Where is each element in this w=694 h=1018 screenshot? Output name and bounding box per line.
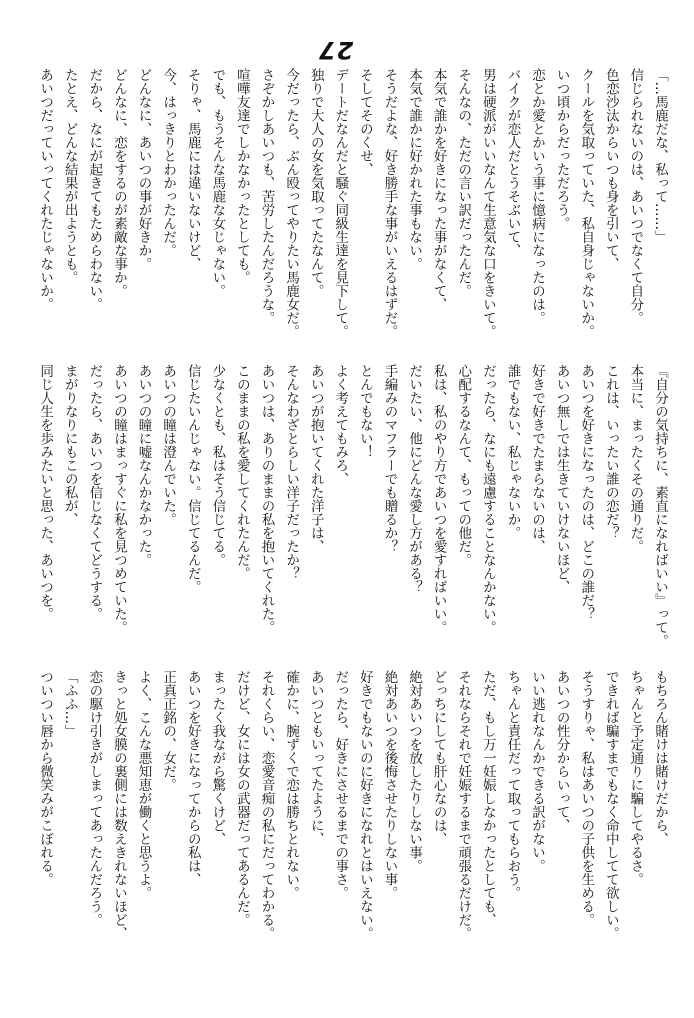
text-line: あいつの瞳は澄んでいた。 (160, 364, 177, 526)
text-line: どんなに、恋をするのが素敵な事か。 (110, 68, 127, 298)
text-line: できれば騙すまでもなく命中してて欲しい。 (602, 670, 619, 940)
page-number: 27 (318, 36, 354, 64)
text-block-bottom (32, 670, 672, 960)
text-line: 少なくとも、私はそう信じてる。 (209, 364, 226, 567)
text-line: 絶対あいつを後悔させたりしない事。 (381, 670, 398, 900)
text-line: 好きでもないのに好きになれとはいえない。 (356, 670, 373, 940)
text-line: 色恋沙汰からいつも身を引いて、 (602, 68, 619, 271)
text-line: いつ頃からだっただろう。 (553, 68, 570, 230)
text-line: だから、なにが起きてもためらわない。 (86, 68, 103, 311)
text-line: 好きで好きでたまらないのは、 (529, 364, 546, 553)
text-line: さぞかしあいつも、苦労したんだろうな。 (258, 68, 275, 325)
text-line: 「ふふ…」 (61, 670, 78, 738)
text-line: 正真正銘の、女だ。 (160, 670, 177, 792)
text-line: そりゃ、馬鹿には違いないけど、 (184, 68, 201, 271)
text-line: どんなに、あいつの事が好きか。 (135, 68, 152, 271)
text-line: バイクが恋人だとうそぶいて、 (504, 68, 521, 257)
text-line: だったら、あいつを信じなくてどうする。 (86, 364, 103, 621)
text-line: まったく我ながら驚くけど、 (209, 670, 226, 846)
text-line: 同じ人生を歩みたいと思った、あいつを。 (37, 364, 54, 621)
text-line: だったら、なにも遠慮することなんかない。 (479, 364, 496, 634)
text-line: 信じたいんじゃない。信じてるんだ。 (184, 364, 201, 594)
text-line: そしてそのくせ、 (356, 68, 373, 176)
text-line: きっと処女膜の裏側には数えきれないほど、 (110, 670, 127, 940)
text-block-middle (32, 364, 672, 654)
text-line: 心配するなんて、もっての他だ。 (455, 364, 472, 567)
text-line: そうだよな、好き勝手な事がいえるはずだ。 (381, 68, 398, 338)
text-line: だったら、好きにさせるまでの事さ。 (332, 670, 349, 900)
text-line: 手編みのマフラーでも贈るか？ (381, 364, 398, 553)
text-line: あいつを好きになったのは、どこの誰だ？ (578, 364, 595, 621)
text-line: クールを気取っていた、私自身じゃないか。 (578, 68, 595, 338)
text-line: ただ、もし万一妊娠しなかったとしても、 (479, 670, 496, 927)
text-line: 『自分の気持ちに、素直になればいい』って。 (652, 364, 668, 648)
text-line: 今、はっきりとわかったんだ。 (160, 68, 177, 257)
text-line: ちゃんと予定通りに騙してやるさ。 (627, 670, 644, 886)
text-line: あいつが抱いてくれた洋子は、 (307, 364, 324, 553)
text-line: でも、もうそんな馬鹿な女じゃない。 (209, 68, 226, 298)
text-line: だいたい、他にどんな愛し方がある？ (406, 364, 423, 594)
text-line: 絶対あいつを放したりしない事。 (406, 670, 423, 873)
text-block-top (32, 68, 672, 358)
text-line: 今だったら、ぶん殴ってやりたい馬鹿女だ。 (283, 68, 300, 338)
text-line: 誰でもない、私じゃないか。 (504, 364, 521, 540)
text-line: あいつの瞳はまっすぐに私を見つめていた。 (110, 364, 127, 634)
text-line: もちろん賭けは賭けだから、 (652, 670, 668, 846)
text-line: だけど、女には女の武器だってあるんだ。 (233, 670, 250, 927)
text-line: あいつを好きになってからの私は、 (184, 670, 201, 886)
text-line: たとえ、どんな結果が出ようとも。 (61, 68, 78, 284)
text-line: そんなわざとらしい洋子だったか？ (283, 364, 300, 580)
text-line: あいつの性分からいって、 (553, 670, 570, 832)
text-line: まがりなりにもこの私が、 (61, 364, 78, 526)
text-line: 確かに、腕ずくで恋は勝ちとれない。 (283, 670, 300, 900)
text-line: それくらい、恋愛音痴の私にだってわかる。 (258, 670, 275, 940)
text-line: 本気で誰かに好かれた事もない。 (406, 68, 423, 271)
text-line: よく、こんな悪知恵が働くと思うよ。 (135, 670, 152, 900)
text-line: そうすりゃ、私はあいつの子供を生める。 (578, 670, 595, 927)
text-line: 恋の駆け引きがしまってあったんだろう。 (86, 670, 103, 927)
text-line: 信じられないのは、あいつでなくて自分。 (627, 68, 644, 325)
text-line: あいつともいってたように、 (307, 670, 324, 846)
text-line: このままの私を愛してくれたんだ。 (233, 364, 250, 580)
text-line: 恋とか愛とかいう事に憶病になったのは。 (529, 68, 546, 325)
text-line: とんでもない！ (356, 364, 373, 459)
text-line: あいつ無しでは生きていけないほど、 (553, 364, 570, 594)
text-line: あいつだっていってくれたじゃないか。 (37, 68, 54, 311)
text-line: あいつは、ありのままの私を抱いてくれた。 (258, 364, 275, 634)
text-line: ちゃんと責任だって取ってもらおう。 (504, 670, 521, 900)
text-line: 男は硬派がいいなんて生意気な口をきいて。 (479, 68, 496, 338)
text-line: あいつの瞳に嘘なんかなかった。 (135, 364, 152, 567)
text-line: 私は、私のやり方であいつを愛すればいい。 (430, 364, 447, 634)
text-line: そんなの、ただの言い訳だったんだ。 (455, 68, 472, 298)
text-line: デートだなんだと騒ぐ同級生達を見下して。 (332, 68, 349, 338)
text-line: どっちにしても肝心なのは、 (430, 670, 447, 846)
text-line: 独りで大人の女を気取ってたなんて。 (307, 68, 324, 298)
text-line: これは、いったい誰の恋だ？ (602, 364, 619, 540)
text-line: 本当に、まったくその通りだ。 (627, 364, 644, 553)
text-line: よく考えてもみろ、 (332, 364, 349, 486)
text-line: 喧嘩友達でしかなかったとしても。 (233, 68, 250, 284)
text-line: 「…馬鹿だな、私って……」 (652, 68, 668, 244)
text-line: ついつい唇から微笑みがこぼれる。 (37, 670, 54, 886)
text-line: 本気で誰かを好きになった事がなくて、 (430, 68, 447, 311)
text-line: それならそれで妊娠するまで頑張るだけだ。 (455, 670, 472, 940)
text-line: いい逃れなんかできる訳がない。 (529, 670, 546, 873)
